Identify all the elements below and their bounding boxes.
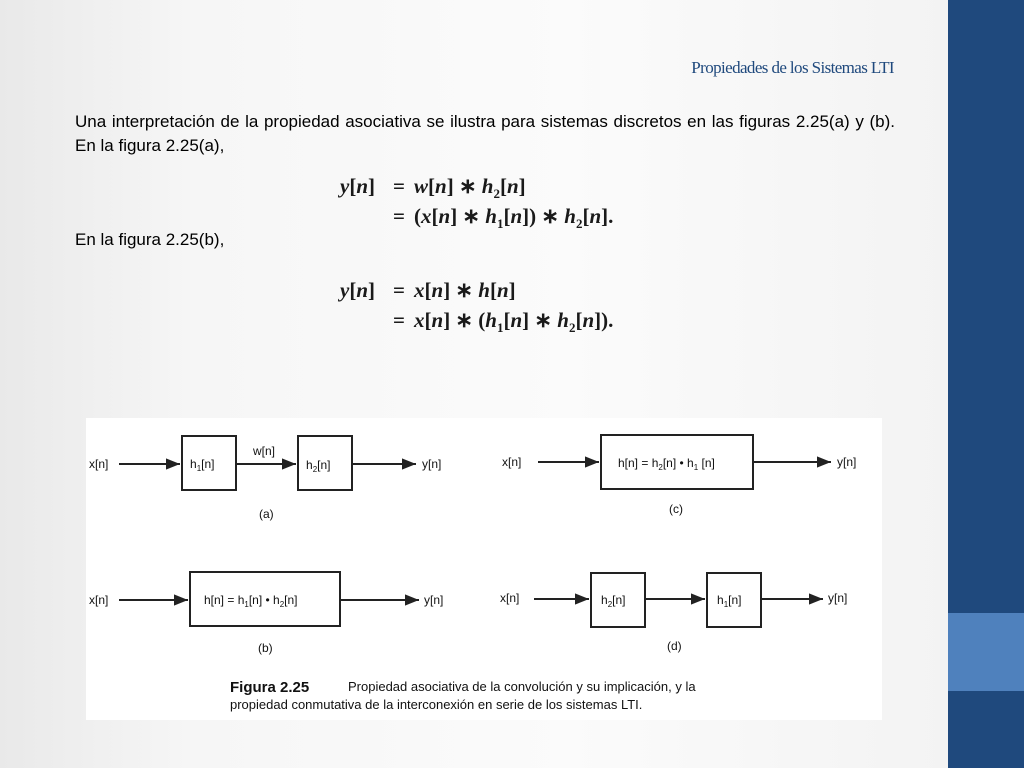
fig-d-block1: $h_2[n]$ xyxy=(601,593,626,609)
slide-title: Propiedades de los Sistemas LTI xyxy=(691,58,894,77)
equation-block-b: y[n] = x[n] ∗ h[n] = x[n] ∗ ($h_1[n]$ ∗ $h_2[n]$). xyxy=(340,278,614,336)
fig-d-input: x[n] xyxy=(500,591,520,605)
paragraph-intro: Una interpretación de la propiedad asociativa se ilustra para sistemas discretos en las figuras 2.25(a) y (b). En la figura 2.25(a), xyxy=(75,112,895,155)
fig-a-mid: w[n] xyxy=(253,444,276,458)
fig-b-output: y[n] xyxy=(424,593,444,607)
paragraph-figure-b: En la figura 2.25(b), xyxy=(75,230,225,249)
sidebar-accent-block xyxy=(948,613,1024,691)
fig-b-block: $h[n] = h_1[n]$ • $h_2[n]$ xyxy=(204,593,298,609)
fig-c-input: x[n] xyxy=(502,455,522,469)
fig-c-output: y[n] xyxy=(837,455,857,469)
fig-a-output: y[n] xyxy=(422,457,442,471)
equation-block-a: y[n] = w[n] ∗ $h_2[n]$ = (x[n] ∗ $h_1[n]$) ∗ $h_2[n]$. xyxy=(340,174,614,232)
fig-b-caption: (b) xyxy=(258,641,273,655)
fig-c-block: $h[n] = h_2[n]$ • $h_1$ [n] xyxy=(618,456,715,472)
fig-d-output: y[n] xyxy=(828,591,848,605)
fig-a-block2: $h_2[n]$ xyxy=(306,458,331,474)
fig-a-block1: $h_1[n]$ xyxy=(190,457,215,473)
fig-a-caption: (a) xyxy=(259,507,274,521)
fig-c-caption: (c) xyxy=(669,502,683,516)
figure-2-25 xyxy=(86,418,882,720)
fig-d-caption: (d) xyxy=(667,639,682,653)
fig-b-input: x[n] xyxy=(89,593,109,607)
figure-caption-label: Figura 2.25 xyxy=(230,679,310,696)
figure-caption-line1: Propiedad asociativa de la convolución y su implicación, y la xyxy=(348,679,696,694)
fig-a-input: x[n] xyxy=(89,457,109,471)
fig-d-block2: $h_1[n]$ xyxy=(717,593,742,609)
figure-caption-line2: propiedad conmutativa de la interconexión en serie de los sistemas LTI. xyxy=(230,697,643,712)
